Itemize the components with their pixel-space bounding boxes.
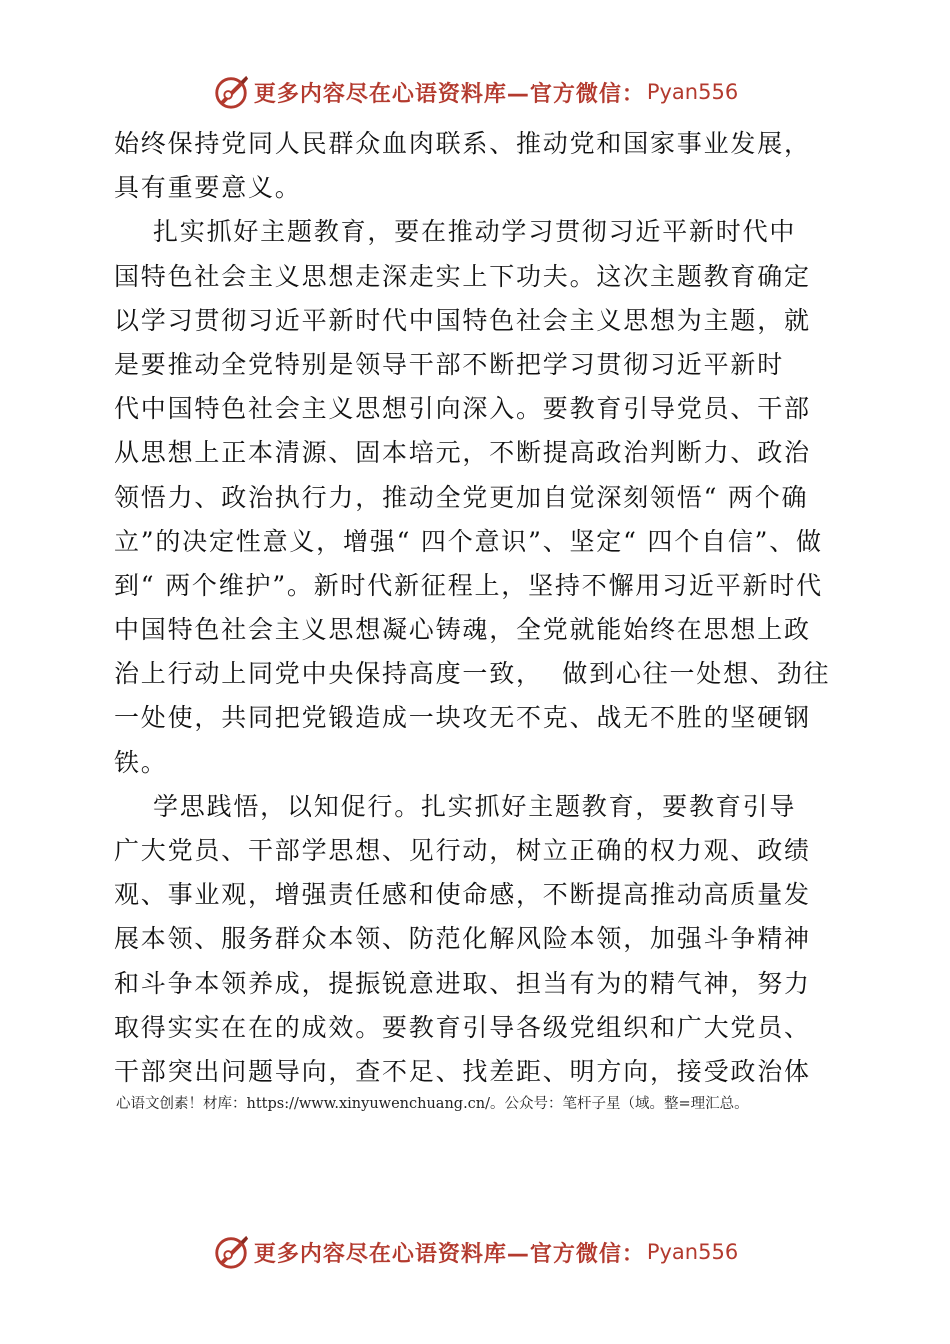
- text-line: 观、事业观，增强责任感和使命感，不断提高推动高质量发: [114, 880, 811, 910]
- text-line: 学思践悟，以知促行。扎实抓好主题教育，要教育引导: [114, 791, 797, 821]
- banner-wechat-id: Pyan556: [646, 1240, 739, 1264]
- banner-text: 更多内容尽在心语资料库—官方微信：: [253, 81, 645, 107]
- text-line: 干部突出问题导向，查不足、找差距、明方向，接受政治体: [114, 1056, 811, 1086]
- text-line: 铁。: [114, 747, 168, 777]
- footer-note: 心语文创素！材库：https://www.xinyuwenchuang.cn/。公众号：笔杆子星（域。整=理汇总。: [116, 1096, 749, 1112]
- text-line: 领悟力、政治执行力，推动全党更加自觉深刻领悟“ 两个确: [114, 482, 809, 512]
- text-line: 国特色社会主义思想走深走实上下功夫。这次主题教育确定: [114, 261, 811, 291]
- text-line: 和斗争本领养成，提振锐意进取、担当有为的精气神，努力: [114, 968, 811, 998]
- text-line: 立”的决定性意义，增强“ 四个意识”、坚定“ 四个自信”、做: [114, 526, 823, 556]
- text-line: 从思想上正本清源、固本培元，不断提高政治判断力、政治: [114, 438, 811, 468]
- pen-logo-icon: [212, 1233, 250, 1271]
- text-line: 广大党员、干部学思想、见行动，树立正确的权力观、政绩: [114, 836, 811, 865]
- banner-wechat-id: Pyan556: [646, 80, 739, 104]
- text-line: 一处使，共同把党锻造成一块攻无不克、战无不胜的坚硬钢: [114, 703, 811, 733]
- text-line: 代中国特色社会主义思想引向深入。要教育引导党员、干部: [114, 394, 811, 424]
- footer-banner: [0, 1232, 950, 1272]
- text-line: 是要推动全党特别是领导干部不断把学习贯彻习近平新时: [114, 349, 785, 379]
- banner-text: 更多内容尽在心语资料库—官方微信：: [253, 1241, 645, 1267]
- text-line: 以学习贯彻习近平新时代中国特色社会主义思想为主题，就: [114, 305, 811, 335]
- text-line: 中国特色社会主义思想凝心铸魂，全党就能始终在思想上政: [114, 615, 811, 645]
- text-line: 取得实实在在的成效。要教育引导各级党组织和广大党员、: [114, 1012, 811, 1042]
- pen-logo-icon: [212, 73, 250, 111]
- text-line: 始终保持党同人民群众血肉联系、推动党和国家事业发展，: [114, 129, 811, 158]
- text-line: 具有重要意义。: [114, 173, 302, 203]
- text-line: 展本领、服务群众本领、防范化解风险本领，加强斗争精神: [114, 924, 811, 954]
- header-banner: [0, 72, 950, 112]
- text-line: 到“ 两个维护”。新时代新征程上，坚持不懈用习近平新时代: [114, 570, 823, 600]
- text-line: 扎实抓好主题教育，要在推动学习贯彻习近平新时代中: [114, 217, 797, 247]
- text-line: 治上行动上同党中央保持高度一致， 做到心往一处想、劲往: [114, 659, 831, 689]
- document-body: [114, 122, 854, 1094]
